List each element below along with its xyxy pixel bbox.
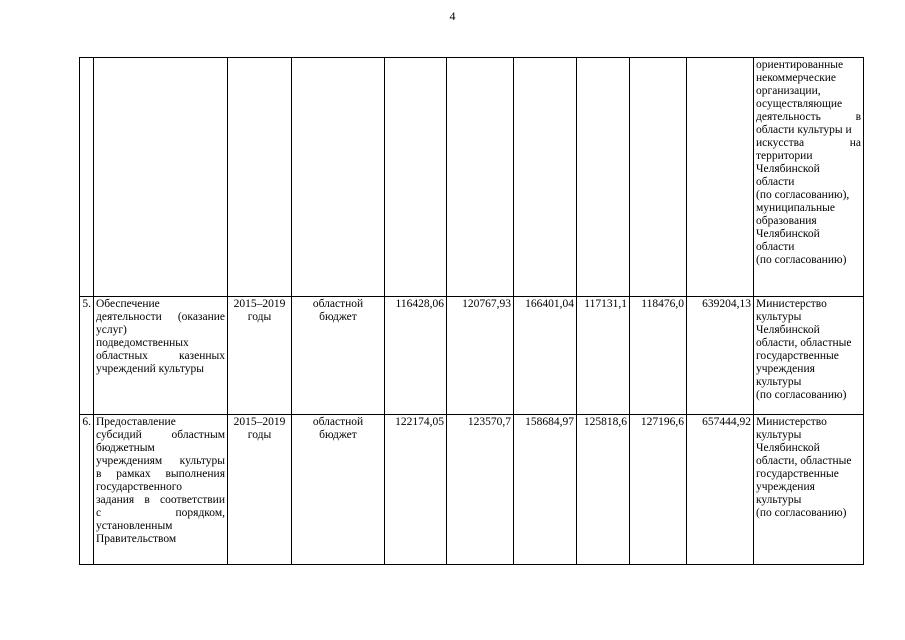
period-cell: 2015–2019 годы xyxy=(228,415,292,565)
activity-name-line: областных казенных xyxy=(96,350,225,362)
activity-name-line: учреждениям культуры xyxy=(96,455,225,467)
executor-line: культуры xyxy=(756,311,802,323)
executor-line: (по согласованию), xyxy=(756,189,850,201)
activity-name-line: задания в соответствии xyxy=(96,494,225,506)
activity-name-line: в рамках выполнения xyxy=(96,468,225,480)
executor-line: Челябинской xyxy=(756,324,820,336)
executor-line: области xyxy=(756,241,795,253)
year-value-cell xyxy=(630,58,687,297)
executor-line: учреждения xyxy=(756,481,815,493)
executor-line: организации, xyxy=(756,85,821,97)
executor-line: (по согласованию) xyxy=(756,507,847,519)
executor-line: Челябинской xyxy=(756,163,820,175)
activity-name-line: Предоставление xyxy=(96,416,176,428)
executor-cell xyxy=(754,415,864,565)
activity-name-line: деятельности (оказание xyxy=(96,311,225,323)
period-cell: 2015–2019 годы xyxy=(228,297,292,415)
activity-name-cell xyxy=(94,415,228,565)
table-row xyxy=(80,415,864,565)
total-value-cell: 657444,92 xyxy=(687,415,754,565)
executor-line: ориентированные xyxy=(756,59,844,71)
executor-line: области культуры и xyxy=(756,124,852,136)
funding-source-cell: областной бюджет xyxy=(292,297,385,415)
year-value-cell: 125818,6 xyxy=(577,415,630,565)
executor-line: государственные xyxy=(756,350,839,362)
year-value-cell: 118476,0 xyxy=(630,297,687,415)
executor-cell xyxy=(754,297,864,415)
activity-name-line: учреждений культуры xyxy=(96,363,204,375)
executor-line: территории xyxy=(756,150,813,162)
executor-line: Челябинской xyxy=(756,228,820,240)
executor-line: области xyxy=(756,176,795,188)
activity-name-line: с порядком, xyxy=(96,507,225,519)
year-value-cell: 122174,05 xyxy=(385,415,447,565)
activity-name-line: подведомственных xyxy=(96,337,189,349)
year-value-cell xyxy=(577,58,630,297)
activity-name-line: бюджетным xyxy=(96,442,155,454)
executor-line: искусства на xyxy=(756,137,861,149)
activity-name-line: государственного xyxy=(96,481,182,493)
executor-cell xyxy=(754,58,864,297)
funding-source-cell: областной бюджет xyxy=(292,415,385,565)
activity-name-line: установленным xyxy=(96,520,173,532)
year-value-cell xyxy=(385,58,447,297)
year-value-cell: 123570,7 xyxy=(447,415,514,565)
executor-line: осуществляющие xyxy=(756,98,843,110)
period-cell xyxy=(228,58,292,297)
page-number: 4 xyxy=(449,9,456,23)
executor-line: культуры xyxy=(756,376,802,388)
year-value-cell: 166401,04 xyxy=(514,297,577,415)
row-number-cell: 6. xyxy=(80,415,94,565)
executor-line: Министерство xyxy=(756,298,827,310)
year-value-cell xyxy=(514,58,577,297)
executor-line: деятельность в xyxy=(756,111,861,123)
executor-line: образования xyxy=(756,215,817,227)
executor-line: (по согласованию) xyxy=(756,254,847,266)
year-value-cell xyxy=(447,58,514,297)
year-value-cell: 117131,1 xyxy=(577,297,630,415)
executor-line: Министерство xyxy=(756,416,827,428)
executor-line: (по согласованию) xyxy=(756,389,847,401)
year-value-cell: 127196,6 xyxy=(630,415,687,565)
executor-line: учреждения xyxy=(756,363,815,375)
total-value-cell: 639204,13 xyxy=(687,297,754,415)
table-row xyxy=(80,297,864,415)
total-value-cell xyxy=(687,58,754,297)
row-number-cell: 5. xyxy=(80,297,94,415)
funding-source-cell xyxy=(292,58,385,297)
row-number-cell xyxy=(80,58,94,297)
executor-line: государственные xyxy=(756,468,839,480)
activity-name-line: Правительством xyxy=(96,533,177,545)
program-table xyxy=(79,57,864,565)
activity-name-cell xyxy=(94,297,228,415)
table-row xyxy=(80,58,864,297)
executor-line: области, областные xyxy=(756,455,852,467)
year-value-cell: 120767,93 xyxy=(447,297,514,415)
executor-line: муниципальные xyxy=(756,202,835,214)
activity-name-line: Обеспечение xyxy=(96,298,160,310)
activity-name-cell xyxy=(94,58,228,297)
executor-line: области, областные xyxy=(756,337,852,349)
executor-line: культуры xyxy=(756,429,802,441)
year-value-cell: 116428,06 xyxy=(385,297,447,415)
activity-name-line: услуг) xyxy=(96,324,127,336)
executor-line: некоммерческие xyxy=(756,72,837,84)
activity-name-line: субсидий областным xyxy=(96,429,225,441)
year-value-cell: 158684,97 xyxy=(514,415,577,565)
executor-line: Челябинской xyxy=(756,442,820,454)
executor-line: культуры xyxy=(756,494,802,506)
